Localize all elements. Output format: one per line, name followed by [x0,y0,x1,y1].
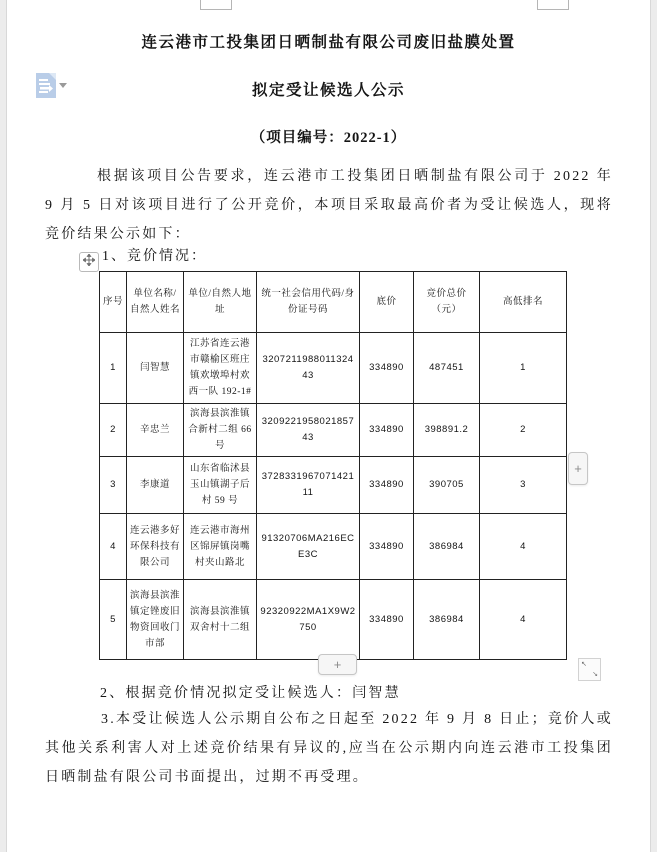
cell-code: 372833196707142111 [257,457,360,514]
cell-name: 李康道 [127,457,184,514]
cell-total-price: 398891.2 [414,404,480,457]
cell-rank: 4 [480,580,567,660]
section1-heading: 1、竞价情况： [102,249,207,264]
table-row [100,580,567,660]
document-title: 连云港市工投集团日晒制盐有限公司废旧盐膜处置 [141,34,516,51]
page-left-margin [0,0,7,852]
table-resize-handle[interactable] [578,658,601,681]
header-address: 单位/自然人地址 [184,272,257,333]
add-column-button[interactable] [568,452,588,485]
project-number: （项目编号：2022-1） [250,130,407,146]
cell-seq: 5 [100,580,127,660]
cell-rank: 2 [480,404,567,457]
cell-total-price: 487451 [414,333,480,404]
header-code: 统一社会信用代码/身份证号码 [257,272,360,333]
cell-rank: 4 [480,514,567,580]
cell-name: 闫智慧 [127,333,184,404]
header-name: 单位名称/自然人姓名 [127,272,184,333]
top-margin-mark-right [537,0,569,10]
intro-paragraph: 根据该项目公告要求，连云港市工投集团日晒制盐有限公司于 2022 年 9 月 5 日对该项目进行了公开竞价，本项目采取最高价者为受让候选人，现将竞价结果公示如下： [45,169,613,242]
cell-address: 连云港市海州区锦屏镇岗嘴村夹山路北 [184,514,257,580]
cell-address: 江苏省连云港市赣榆区班庄镇欢墩埠村欢西一队 192-1# [184,333,257,404]
cell-code: 320721198801132443 [257,333,360,404]
cell-code: 92320922MA1X9W2750 [257,580,360,660]
plus-icon: + [574,461,582,476]
table-move-handle[interactable] [79,252,99,272]
cell-address: 滨海县滨淮镇双舍村十二组 [184,580,257,660]
cell-floor-price: 334890 [360,457,414,514]
header-floor-price: 底价 [360,272,414,333]
cell-rank: 3 [480,457,567,514]
plus-icon: + [333,657,342,672]
cell-address: 山东省临沭县玉山镇湖子后村 59 号 [184,457,257,514]
cell-total-price: 390705 [414,457,480,514]
resize-se-icon: ↘ [592,670,598,678]
cell-address: 滨海县滨淮镇合新村二组 66号 [184,404,257,457]
add-row-button[interactable] [318,654,357,675]
cell-code: 320922195802185743 [257,404,360,457]
section3-paragraph: 3.本受让候选人公示期自公布之日起至 2022 年 9 月 8 日止；竞价人或其他关系利害人对上述竞价结果有异议的,应当在公示期内向连云港市工投集团日晒制盐有限公司书面提出，过期不再受理。 [45,712,613,785]
cell-name: 辛忠兰 [127,404,184,457]
cell-floor-price: 334890 [360,333,414,404]
cell-name: 连云港多好环保科技有限公司 [127,514,184,580]
cell-seq: 3 [100,457,127,514]
cell-seq: 1 [100,333,127,404]
cell-rank: 1 [480,333,567,404]
resize-nw-icon: ↖ [581,660,587,668]
cell-floor-price: 334890 [360,580,414,660]
table-row [100,457,567,514]
table-header-row [100,272,567,333]
cell-name: 滨海县滨淮镇定锉废旧物资回收门市部 [127,580,184,660]
header-seq: 序号 [100,272,127,333]
move-arrows-icon [83,253,95,271]
cell-seq: 4 [100,514,127,580]
cell-code: 91320706MA216ECE3C [257,514,360,580]
cell-floor-price: 334890 [360,404,414,457]
page-right-margin [650,0,657,852]
cell-floor-price: 334890 [360,514,414,580]
table-row [100,514,567,580]
top-margin-mark-left [200,0,232,10]
cell-total-price: 386984 [414,514,480,580]
table-row [100,404,567,457]
cell-seq: 2 [100,404,127,457]
section2-text: 2、根据竞价情况拟定受让候选人：闫智慧 [100,686,401,701]
document-subtitle: 拟定受让候选人公示 [251,82,405,99]
table-row [100,333,567,404]
header-rank: 高低排名 [480,272,567,333]
header-total-price: 竞价总价（元） [414,272,480,333]
bid-table [99,271,567,660]
cell-total-price: 386984 [414,580,480,660]
